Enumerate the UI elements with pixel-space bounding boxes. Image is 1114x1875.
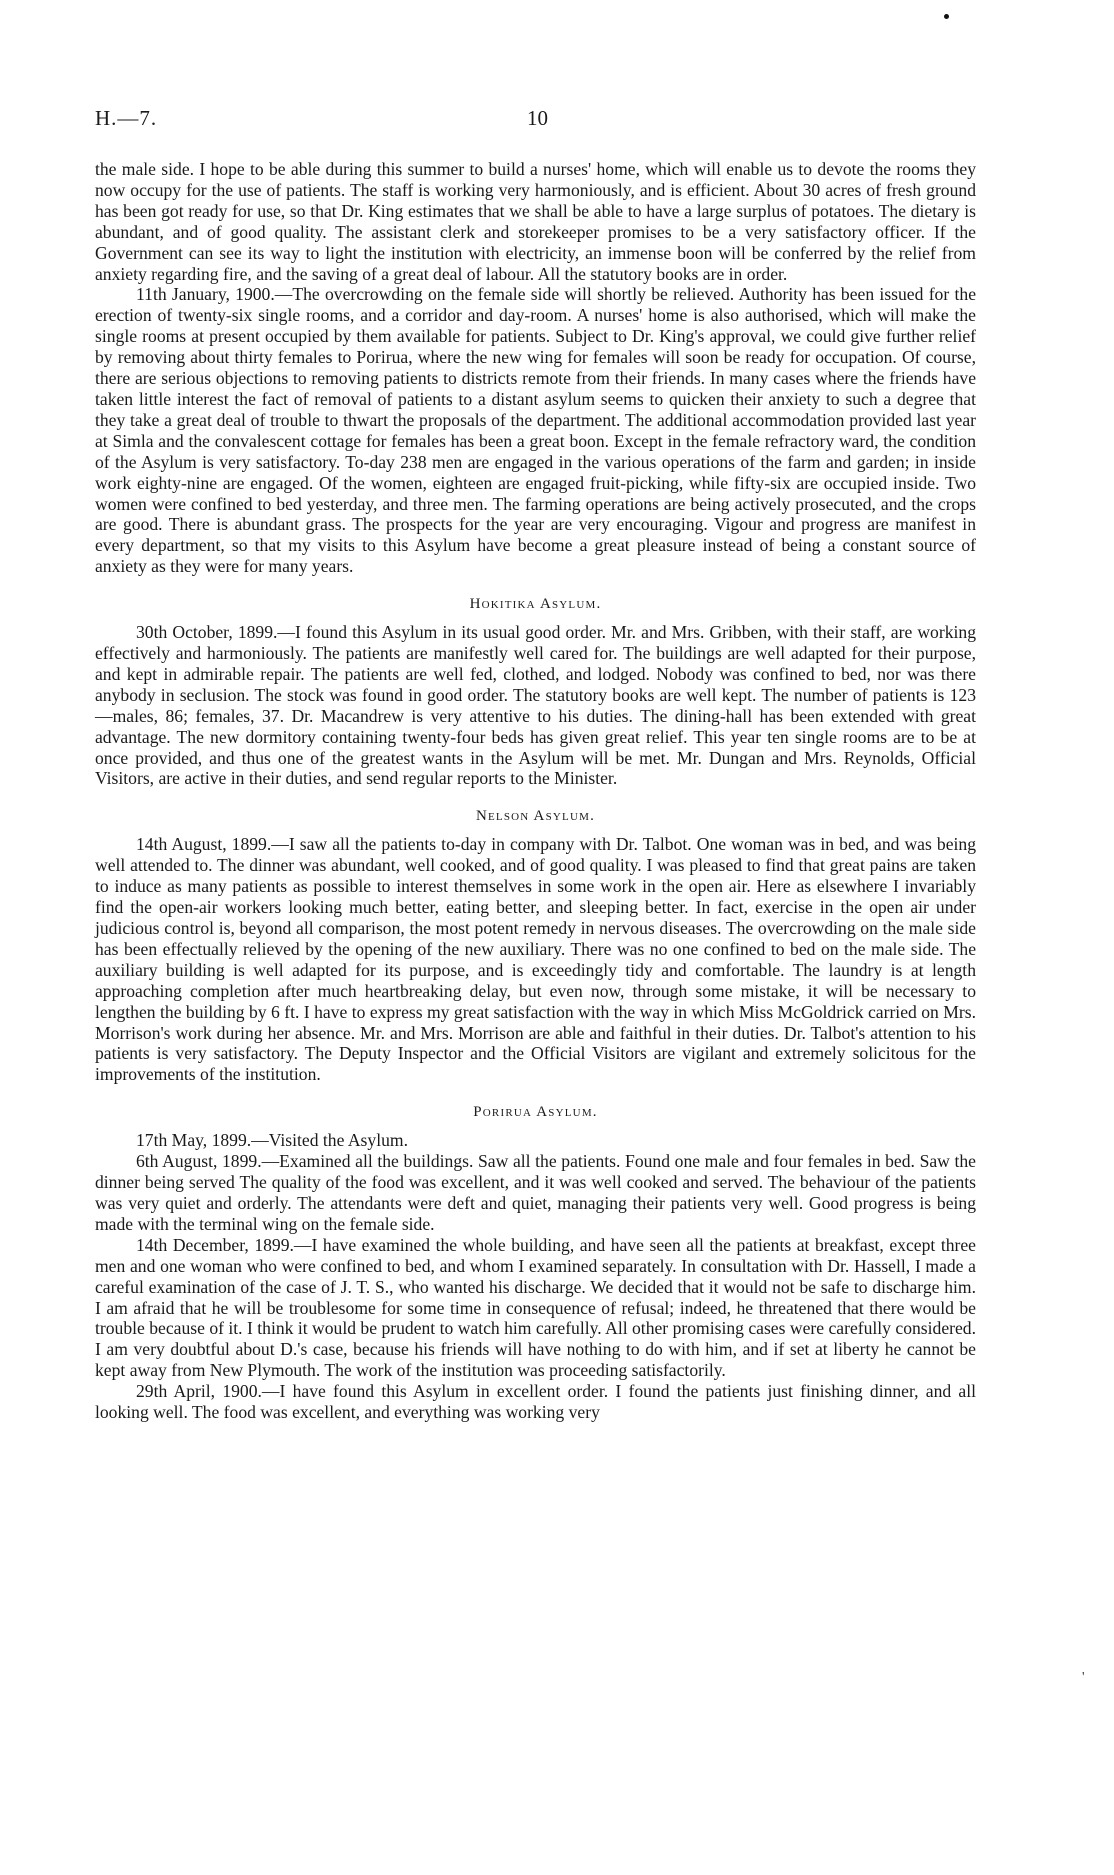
paragraph: 29th April, 1900.—I have found this Asylum in excellent order. I found the patients just finishing dinner, and all looking well. The food was excellent, and everything was working very — [95, 1381, 976, 1423]
paragraph: 6th August, 1899.—Examined all the buildings. Saw all the patients. Found one male and four females in bed. Saw the dinner being served The quality of the food was excellent, and it was well cooked and served. The behaviour of the patients was very quiet and orderly. The attendants were deft and quiet, managing their patients very well. Good progress is being made with the terminal wing on the female side. — [95, 1151, 976, 1234]
section-heading-nelson: Nelson Asylum. — [475, 808, 596, 825]
ink-dot — [944, 14, 949, 19]
paragraph: 17th May, 1899.—Visited the Asylum. — [136, 1130, 408, 1151]
paragraph-continuation: the male side. I hope to be able during this summer to build a nurses' home, which will enable us to devote the rooms they now occupy for the use of patients. The staff is working very harmoniously, and is efficient. About 30 acres of fresh ground has been got ready for use, so that Dr. King estimates that we shall be able to have a large surplus of potatoes. The dietary is abundant, and of good quality. The assistant clerk and storekeeper promises to be a very satisfactory officer. If the Government can see its way to light the institution with electricity, an immense boon will be conferred by the relief from anxiety regarding fire, and the saving of a great deal of labour. All the statutory books are in order. — [95, 159, 976, 284]
page-number: 10 — [527, 106, 548, 130]
paragraph: 11th January, 1900.—The overcrowding on the female side will shortly be relieved. Authority has been issued for the erection of twenty-six single rooms, and a corridor and day-room. A nurses' home is also authorised, which will make the single rooms at present occupied by them available for patients. Subject to Dr. King's approval, we could give further relief by removing about thirty females to Porirua, where the new wing for females will soon be ready for occupation. Of course, there are serious objections to removing patients to districts remote from their friends. In many cases where the friends have taken little interest the fact of removal of patients to a distant asylum seems to quicken their anxiety to such a degree that they take a great deal of trouble to thwart the proposals of the department. The additional accommodation provided last year at Simla and the convalescent cottage for females has been a great boon. Except in the female refractory ward, the condition of the Asylum is very satisfactory. To-day 238 men are engaged in the various operations of the farm and garden; in inside work eighty-nine are engaged. Of the women, eighteen are engaged fruit-picking, while fifty-six are occupied inside. Two women were confined to bed yesterday, and three men. The farming operations are being actively prosecuted, and the crops are good. There is abundant grass. The prospects for the year are very encouraging. Vigour and progress are manifest in every department, so that my visits to this Asylum have become a great pleasure instead of being a constant source of anxiety as they were for many years. — [95, 284, 976, 577]
page-body — [95, 159, 976, 1423]
paragraph: 14th August, 1899.—I saw all the patients to-day in company with Dr. Talbot. One woman was in bed, and was being well attended to. The dinner was abundant, well cooked, and of good quality. I was pleased to find that great pains are taken to induce as many patients as possible to interest themselves in some work in the open air. Here as elsewhere I invariably find the open-air workers looking much better, eating better, and sleeping better. In fact, exercise in the open air under judicious control is, beyond all comparison, the most potent remedy in nervous diseases. The overcrowding on the male side has been effectually relieved by the opening of the new auxiliary. There was no one confined to bed on the male side. The auxiliary building is well adapted for its purpose, and is exceedingly tidy and comfortable. The laundry is at length approaching completion after much heartbreaking delay, but even now, through some mistake, it will be necessary to lengthen the building by 6 ft. I have to express my great satisfaction with the way in which Miss McGoldrick carried on Mrs. Morrison's work during her absence. Mr. and Mrs. Morrison are able and faithful in their duties. Dr. Talbot's attention to his patients is very satisfactory. The Deputy Inspector and the Official Visitors are vigilant and extremely solicitous for the improvements of the institution. — [95, 834, 976, 1085]
paragraph: 14th December, 1899.—I have examined the whole building, and have seen all the patients at breakfast, except three men and one woman who were confined to bed, and whom I examined separately. In consultation with Dr. Hassell, I made a careful examination of the case of J. T. S., who wanted his discharge. We decided that it would not be safe to discharge him. I am afraid that he will be troublesome for some time in consequence of refusal; indeed, he threatened that there would be trouble because of it. I think it would be prudent to watch him carefully. All other promising cases were carefully considered. I am very doubtful about D.'s case, because his friends will have nothing to do with him, and if set at liberty he cannot be kept away from New Plymouth. The work of the institution was proceeding satisfactorily. — [95, 1234, 976, 1381]
page-header — [95, 106, 975, 136]
document-reference: H.—7. — [95, 106, 158, 130]
margin-mark: ' — [1082, 1670, 1085, 1685]
paragraph: 30th October, 1899.—I found this Asylum in its usual good order. Mr. and Mrs. Gribben, with their staff, are working effectively and harmoniously. The patients are manifestly well cared for. The buildings are well adapted for their purpose, and kept in admirable repair. The patients are well fed, clothed, and lodged. Nobody was confined to bed, nor was there anybody in seclusion. The stock was found in good order. The statutory books are well kept. The number of patients is 123—males, 86; females, 37. Dr. Macandrew is very attentive to his duties. The dining-hall has been extended with great advantage. The new dormitory containing twenty-four beds has given great relief. This year ten single rooms are to be at once provided, and thus one of the greatest wants in the Asylum will be met. Mr. Dungan and Mrs. Reynolds, Official Visitors, are active in their duties, and send regular reports to the Minister. — [95, 622, 976, 789]
section-heading-porirua: Porirua Asylum. — [473, 1104, 598, 1121]
section-heading-hokitika: Hokitika Asylum. — [469, 596, 602, 613]
